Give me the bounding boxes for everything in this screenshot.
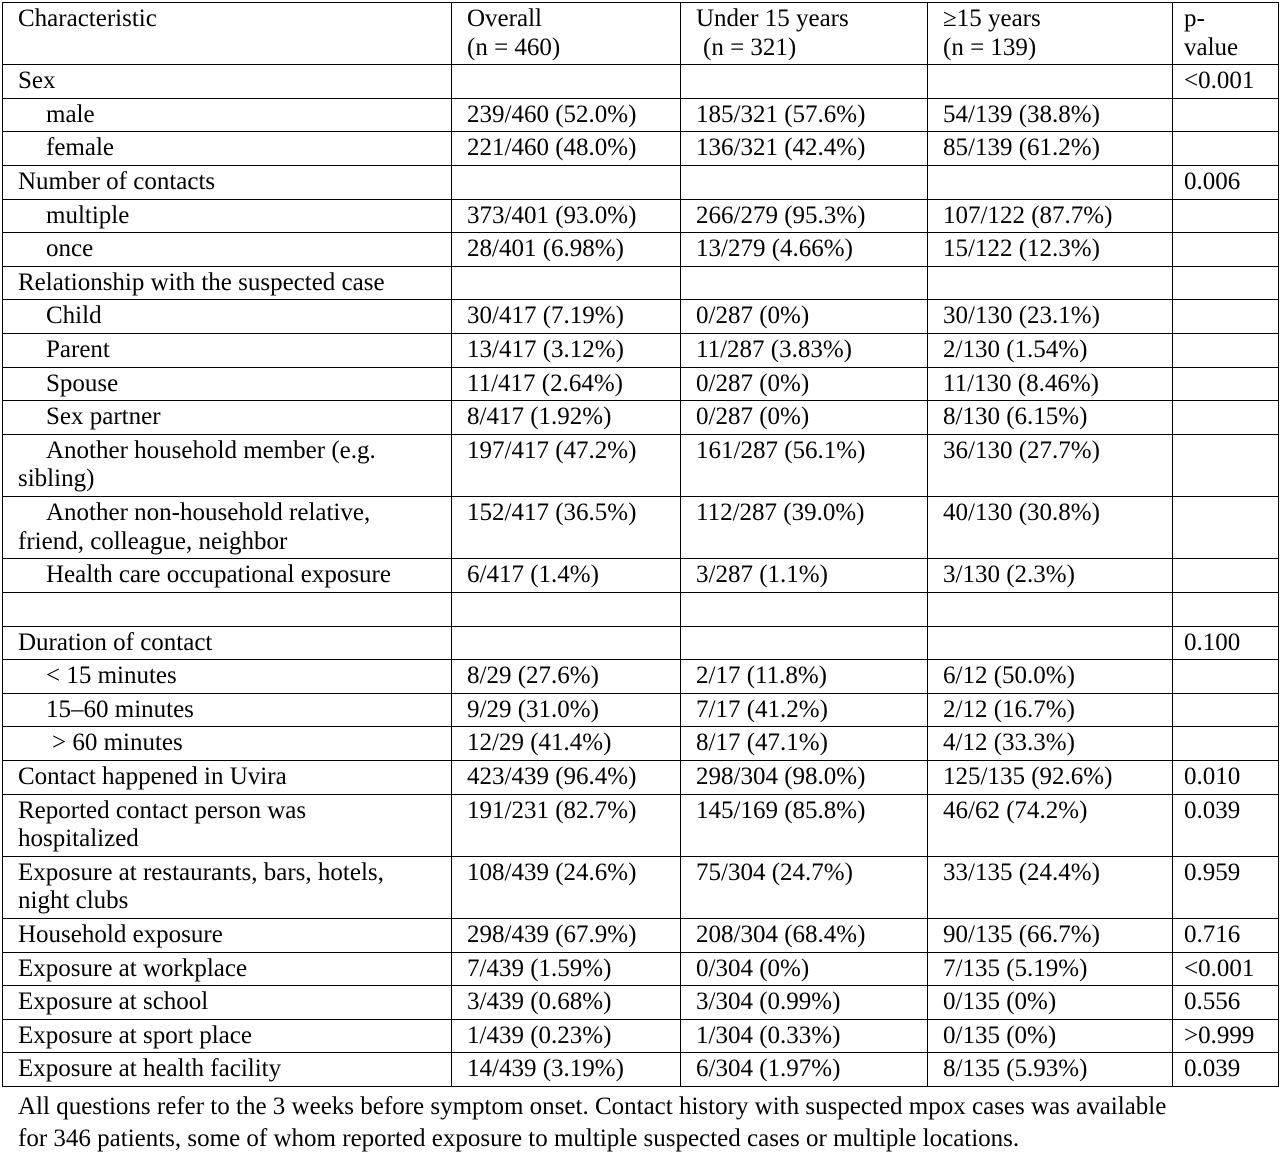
cell-15-plus	[928, 233, 1173, 267]
cell-p-value	[1173, 592, 1279, 626]
cell-overall-text: 1/439 (0.23%)	[467, 1021, 612, 1049]
cell-under-15-text: 161/287 (56.1%)	[696, 436, 866, 464]
cell-p-value	[1173, 794, 1279, 856]
row-label	[3, 693, 452, 727]
table-row	[3, 65, 1279, 99]
cell-under-15	[681, 300, 928, 334]
cell-under-15-text: 266/279 (95.3%)	[696, 201, 866, 229]
table-row	[3, 266, 1279, 300]
row-label-text: female	[46, 134, 115, 162]
row-label	[3, 952, 452, 986]
cell-p-value	[1173, 626, 1279, 660]
cell-15-plus	[928, 626, 1173, 660]
cell-overall	[452, 559, 681, 593]
row-label-line-1: Exposure at restaurants, bars, hotels,	[18, 858, 384, 886]
cell-under-15-text: 11/287 (3.83%)	[696, 335, 852, 363]
cell-overall-text: 13/417 (3.12%)	[467, 335, 624, 363]
cell-15-plus-text: 7/135 (5.19%)	[943, 954, 1088, 982]
cell-overall	[452, 98, 681, 132]
cell-overall	[452, 1053, 681, 1087]
cell-under-15	[681, 496, 928, 558]
cell-p-value	[1173, 333, 1279, 367]
table-row	[3, 434, 1279, 496]
header-p-value-bottom: value	[1184, 33, 1239, 61]
table-row	[3, 856, 1279, 918]
row-label	[3, 794, 452, 856]
table-row	[3, 300, 1279, 334]
row-label	[3, 919, 452, 953]
row-label	[3, 434, 452, 496]
cell-p-value-text: 0.006	[1184, 167, 1241, 195]
cell-p-value-text: <0.001	[1184, 954, 1255, 982]
cell-overall-text: 28/401 (6.98%)	[467, 235, 624, 263]
cell-15-plus-text: 107/122 (87.7%)	[943, 201, 1113, 229]
row-label-line-1: Another non-household relative,	[46, 498, 371, 526]
cell-p-value	[1173, 1019, 1279, 1053]
cell-overall-text: 6/417 (1.4%)	[467, 561, 599, 589]
cell-15-plus	[928, 986, 1173, 1020]
cell-15-plus-text: 30/130 (23.1%)	[943, 302, 1100, 330]
cell-p-value	[1173, 300, 1279, 334]
cell-overall	[452, 333, 681, 367]
table-row	[3, 1019, 1279, 1053]
cell-overall-text: 8/29 (27.6%)	[467, 662, 599, 690]
cell-overall	[452, 626, 681, 660]
cell-p-value	[1173, 233, 1279, 267]
cell-overall-text: 108/439 (24.6%)	[467, 858, 637, 886]
cell-p-value-text: 0.959	[1184, 858, 1241, 886]
cell-15-plus-text: 36/130 (27.7%)	[943, 436, 1100, 464]
table-row	[3, 132, 1279, 166]
row-label	[3, 165, 452, 199]
cell-15-plus-text: 90/135 (66.7%)	[943, 921, 1100, 949]
cell-under-15	[681, 401, 928, 435]
row-label	[3, 401, 452, 435]
cell-15-plus-text: 85/139 (61.2%)	[943, 134, 1100, 162]
cell-under-15	[681, 266, 928, 300]
table-row	[3, 727, 1279, 761]
cell-under-15	[681, 592, 928, 626]
cell-15-plus-text: 40/130 (30.8%)	[943, 498, 1100, 526]
table-row	[3, 660, 1279, 694]
cell-under-15-text: 3/287 (1.1%)	[696, 561, 828, 589]
cell-overall-text: 423/439 (96.4%)	[467, 763, 637, 791]
row-label-text: Child	[46, 302, 102, 330]
cell-under-15-text: 6/304 (1.97%)	[696, 1055, 841, 1083]
cell-p-value-text: 0.010	[1184, 763, 1241, 791]
cell-p-value-text: <0.001	[1184, 67, 1255, 95]
cell-p-value	[1173, 761, 1279, 795]
cell-under-15	[681, 794, 928, 856]
cell-p-value	[1173, 919, 1279, 953]
header-overall-title: Overall	[467, 5, 542, 32]
cell-p-value-text: 0.100	[1184, 628, 1241, 656]
cell-15-plus	[928, 401, 1173, 435]
cell-overall-text: 12/29 (41.4%)	[467, 729, 612, 757]
cell-15-plus-text: 54/139 (38.8%)	[943, 100, 1100, 128]
cell-under-15	[681, 132, 928, 166]
cell-15-plus	[928, 660, 1173, 694]
row-label-text: Household exposure	[18, 921, 223, 949]
cell-under-15	[681, 986, 928, 1020]
cell-15-plus	[928, 434, 1173, 496]
cell-under-15-text: 3/304 (0.99%)	[696, 988, 841, 1016]
header-under-15-n: (n = 321)	[703, 33, 797, 61]
table-row	[3, 233, 1279, 267]
row-label	[3, 367, 452, 401]
cell-under-15-text: 13/279 (4.66%)	[696, 235, 853, 263]
cell-overall-text: 373/401 (93.0%)	[467, 201, 637, 229]
cell-p-value	[1173, 65, 1279, 99]
row-label	[3, 199, 452, 233]
cell-p-value	[1173, 693, 1279, 727]
cell-overall-text: 30/417 (7.19%)	[467, 302, 624, 330]
cell-under-15-text: 112/287 (39.0%)	[696, 498, 865, 526]
cell-overall	[452, 132, 681, 166]
cell-15-plus	[928, 266, 1173, 300]
row-label-line-1: Reported contact person was	[18, 796, 307, 824]
cell-under-15	[681, 65, 928, 99]
cell-15-plus-text: 11/130 (8.46%)	[943, 369, 1099, 397]
cell-15-plus	[928, 98, 1173, 132]
header-p-value-top: p-	[1184, 5, 1205, 32]
row-label	[3, 727, 452, 761]
header-15-plus	[928, 3, 1173, 65]
row-label	[3, 65, 452, 99]
cell-overall-text: 191/231 (82.7%)	[467, 796, 637, 824]
cell-15-plus	[928, 1053, 1173, 1087]
row-label-text: Sex	[18, 67, 56, 95]
row-label-text: > 60 minutes	[52, 729, 183, 757]
footnote-line-2: for 346 patients, some of whom reported exposure to multiple suspected cases or multiple locations.	[18, 1125, 1020, 1152]
cell-p-value-text: 0.556	[1184, 988, 1241, 1016]
table-row	[3, 496, 1279, 558]
cell-overall	[452, 660, 681, 694]
cell-under-15	[681, 727, 928, 761]
cell-p-value	[1173, 559, 1279, 593]
row-label-text: Spouse	[46, 369, 119, 397]
row-label	[3, 300, 452, 334]
cell-15-plus	[928, 952, 1173, 986]
cell-overall	[452, 952, 681, 986]
cell-under-15-text: 0/304 (0%)	[696, 954, 810, 982]
row-label-text: Parent	[46, 335, 110, 363]
row-label	[3, 333, 452, 367]
cell-under-15	[681, 660, 928, 694]
cell-under-15-text: 0/287 (0%)	[696, 302, 810, 330]
cell-under-15	[681, 199, 928, 233]
cell-15-plus	[928, 65, 1173, 99]
cell-p-value-text: 0.039	[1184, 796, 1241, 824]
cell-15-plus	[928, 367, 1173, 401]
cell-under-15	[681, 693, 928, 727]
table-row	[3, 919, 1279, 953]
cell-15-plus	[928, 559, 1173, 593]
cell-under-15	[681, 333, 928, 367]
cell-under-15-text: 208/304 (68.4%)	[696, 921, 866, 949]
footnote-line-1: All questions refer to the 3 weeks before symptom onset. Contact history with suspected mpox cases was available	[18, 1093, 1167, 1120]
cell-under-15	[681, 434, 928, 496]
cell-under-15	[681, 367, 928, 401]
cell-under-15-text: 185/321 (57.6%)	[696, 100, 866, 128]
cell-p-value	[1173, 952, 1279, 986]
cell-15-plus	[928, 300, 1173, 334]
cell-overall-text: 9/29 (31.0%)	[467, 695, 599, 723]
header-15-plus-n: (n = 139)	[943, 33, 1037, 61]
table-row	[3, 199, 1279, 233]
cell-p-value	[1173, 986, 1279, 1020]
row-label	[3, 233, 452, 267]
cell-p-value	[1173, 434, 1279, 496]
cell-p-value-text: >0.999	[1184, 1021, 1255, 1049]
cell-under-15-text: 75/304 (24.7%)	[696, 858, 853, 886]
header-overall	[452, 3, 681, 65]
cell-15-plus-text: 33/135 (24.4%)	[943, 858, 1100, 886]
row-label-text: Exposure at health facility	[18, 1055, 282, 1083]
row-label-text: Relationship with the suspected case	[18, 268, 385, 296]
cell-15-plus	[928, 496, 1173, 558]
row-label	[3, 856, 452, 918]
cell-overall-text: 3/439 (0.68%)	[467, 988, 612, 1016]
cell-under-15	[681, 165, 928, 199]
cell-overall	[452, 401, 681, 435]
row-label-line-1: Another household member (e.g.	[46, 436, 376, 464]
cell-overall	[452, 300, 681, 334]
cell-overall	[452, 794, 681, 856]
cell-overall	[452, 266, 681, 300]
cell-p-value	[1173, 1053, 1279, 1087]
cell-under-15	[681, 233, 928, 267]
cell-15-plus-text: 46/62 (74.2%)	[943, 796, 1088, 824]
document	[0, 2, 1280, 1155]
cell-p-value	[1173, 496, 1279, 558]
cell-overall	[452, 761, 681, 795]
cell-15-plus-text: 0/135 (0%)	[943, 988, 1057, 1016]
cell-15-plus-text: 6/12 (50.0%)	[943, 662, 1075, 690]
cell-p-value	[1173, 266, 1279, 300]
cell-15-plus	[928, 727, 1173, 761]
cell-overall	[452, 919, 681, 953]
cell-p-value	[1173, 401, 1279, 435]
cell-overall-text: 7/439 (1.59%)	[467, 954, 612, 982]
cell-p-value	[1173, 132, 1279, 166]
cell-15-plus	[928, 132, 1173, 166]
table-footnote	[18, 1091, 1268, 1155]
cell-under-15	[681, 626, 928, 660]
row-label-text: Contact happened in Uvira	[18, 763, 287, 791]
table-row	[3, 333, 1279, 367]
cell-p-value	[1173, 165, 1279, 199]
table-row	[3, 367, 1279, 401]
table-row	[3, 986, 1279, 1020]
cell-overall	[452, 233, 681, 267]
header-characteristic: Characteristic	[3, 3, 452, 65]
cell-overall	[452, 727, 681, 761]
cell-overall-text: 197/417 (47.2%)	[467, 436, 637, 464]
cell-15-plus	[928, 693, 1173, 727]
row-label	[3, 1053, 452, 1087]
header-overall-n: (n = 460)	[467, 33, 561, 61]
cell-under-15-text: 2/17 (11.8%)	[696, 662, 827, 690]
cell-overall	[452, 693, 681, 727]
cell-15-plus-text: 2/130 (1.54%)	[943, 335, 1088, 363]
cell-15-plus	[928, 1019, 1173, 1053]
row-label-text: Exposure at school	[18, 988, 209, 1016]
cell-overall-text: 298/439 (67.9%)	[467, 921, 637, 949]
cell-15-plus	[928, 761, 1173, 795]
row-label	[3, 761, 452, 795]
cell-15-plus	[928, 919, 1173, 953]
cell-under-15-text: 0/287 (0%)	[696, 403, 810, 431]
cell-under-15	[681, 952, 928, 986]
table-row	[3, 761, 1279, 795]
row-label-line-2: sibling)	[18, 465, 95, 493]
row-label-line-2: friend, colleague, neighbor	[18, 527, 288, 555]
header-under-15-title: Under 15 years	[696, 5, 849, 32]
row-label-text: multiple	[46, 201, 130, 229]
table-row	[3, 98, 1279, 132]
cell-p-value	[1173, 660, 1279, 694]
cell-overall	[452, 65, 681, 99]
row-label-line-2: hospitalized	[18, 825, 139, 853]
cell-under-15-text: 1/304 (0.33%)	[696, 1021, 841, 1049]
table-row	[3, 165, 1279, 199]
row-label	[3, 266, 452, 300]
cell-overall	[452, 434, 681, 496]
cell-p-value	[1173, 199, 1279, 233]
row-label-text: Duration of contact	[18, 628, 213, 656]
table-row	[3, 794, 1279, 856]
cell-overall-text: 11/417 (2.64%)	[467, 369, 623, 397]
row-label-text: male	[46, 100, 95, 128]
cell-under-15	[681, 1053, 928, 1087]
header-15-plus-title: ≥15 years	[943, 5, 1041, 32]
header-p-value	[1173, 3, 1279, 65]
cell-p-value	[1173, 98, 1279, 132]
cell-overall	[452, 856, 681, 918]
cell-overall	[452, 165, 681, 199]
row-label-line-2: night clubs	[18, 887, 129, 915]
cell-15-plus-text: 0/135 (0%)	[943, 1021, 1057, 1049]
cell-overall-text: 152/417 (36.5%)	[467, 498, 637, 526]
row-label	[3, 592, 452, 626]
cell-p-value	[1173, 367, 1279, 401]
cell-p-value-text: 0.716	[1184, 921, 1241, 949]
cell-15-plus	[928, 592, 1173, 626]
table-row	[3, 693, 1279, 727]
cell-15-plus	[928, 333, 1173, 367]
cell-overall-text: 8/417 (1.92%)	[467, 403, 612, 431]
header-row	[3, 3, 1279, 65]
row-label-text: once	[46, 235, 94, 263]
cell-overall	[452, 199, 681, 233]
table-row	[3, 592, 1279, 626]
cell-under-15-text: 0/287 (0%)	[696, 369, 810, 397]
cell-overall	[452, 1019, 681, 1053]
cell-15-plus-text: 125/135 (92.6%)	[943, 763, 1113, 791]
row-label-text: Number of contacts	[18, 167, 216, 195]
row-label-text: Health care occupational exposure	[46, 561, 391, 589]
cell-under-15-text: 145/169 (85.8%)	[696, 796, 866, 824]
cell-under-15	[681, 1019, 928, 1053]
row-label	[3, 660, 452, 694]
cell-overall-text: 14/439 (3.19%)	[467, 1055, 624, 1083]
cell-p-value-text: 0.039	[1184, 1055, 1241, 1083]
row-label	[3, 496, 452, 558]
cell-under-15	[681, 856, 928, 918]
cell-under-15-text: 7/17 (41.2%)	[696, 695, 828, 723]
cell-15-plus-text: 2/12 (16.7%)	[943, 695, 1075, 723]
cell-under-15	[681, 919, 928, 953]
row-label	[3, 559, 452, 593]
row-label-text: Sex partner	[46, 403, 161, 431]
cell-15-plus-text: 4/12 (33.3%)	[943, 729, 1075, 757]
row-label-text: 15–60 minutes	[46, 695, 194, 723]
table-row	[3, 1053, 1279, 1087]
header-under-15	[681, 3, 928, 65]
row-label	[3, 1019, 452, 1053]
cell-15-plus-text: 8/130 (6.15%)	[943, 403, 1088, 431]
cell-overall-text: 221/460 (48.0%)	[467, 134, 637, 162]
row-label-text: < 15 minutes	[46, 662, 177, 690]
cell-overall-text: 239/460 (52.0%)	[467, 100, 637, 128]
cell-overall	[452, 986, 681, 1020]
table-row	[3, 401, 1279, 435]
cell-overall	[452, 592, 681, 626]
cell-15-plus	[928, 856, 1173, 918]
cell-under-15	[681, 761, 928, 795]
cell-p-value	[1173, 856, 1279, 918]
cell-15-plus-text: 8/135 (5.93%)	[943, 1055, 1088, 1083]
row-label	[3, 98, 452, 132]
cell-under-15-text: 8/17 (47.1%)	[696, 729, 828, 757]
cell-15-plus-text: 3/130 (2.3%)	[943, 561, 1075, 589]
cell-under-15	[681, 98, 928, 132]
table-row	[3, 626, 1279, 660]
exposure-table	[2, 2, 1279, 1087]
cell-15-plus-text: 15/122 (12.3%)	[943, 235, 1100, 263]
row-label	[3, 986, 452, 1020]
cell-p-value	[1173, 727, 1279, 761]
cell-overall	[452, 496, 681, 558]
cell-15-plus	[928, 165, 1173, 199]
cell-15-plus	[928, 199, 1173, 233]
row-label-text: Exposure at workplace	[18, 954, 248, 982]
cell-overall	[452, 367, 681, 401]
cell-under-15-text: 136/321 (42.4%)	[696, 134, 866, 162]
row-label	[3, 626, 452, 660]
table-row	[3, 559, 1279, 593]
row-label-text: Exposure at sport place	[18, 1021, 252, 1049]
table-body	[3, 65, 1279, 1087]
cell-under-15	[681, 559, 928, 593]
table-row	[3, 952, 1279, 986]
cell-15-plus	[928, 794, 1173, 856]
row-label	[3, 132, 452, 166]
cell-under-15-text: 298/304 (98.0%)	[696, 763, 866, 791]
